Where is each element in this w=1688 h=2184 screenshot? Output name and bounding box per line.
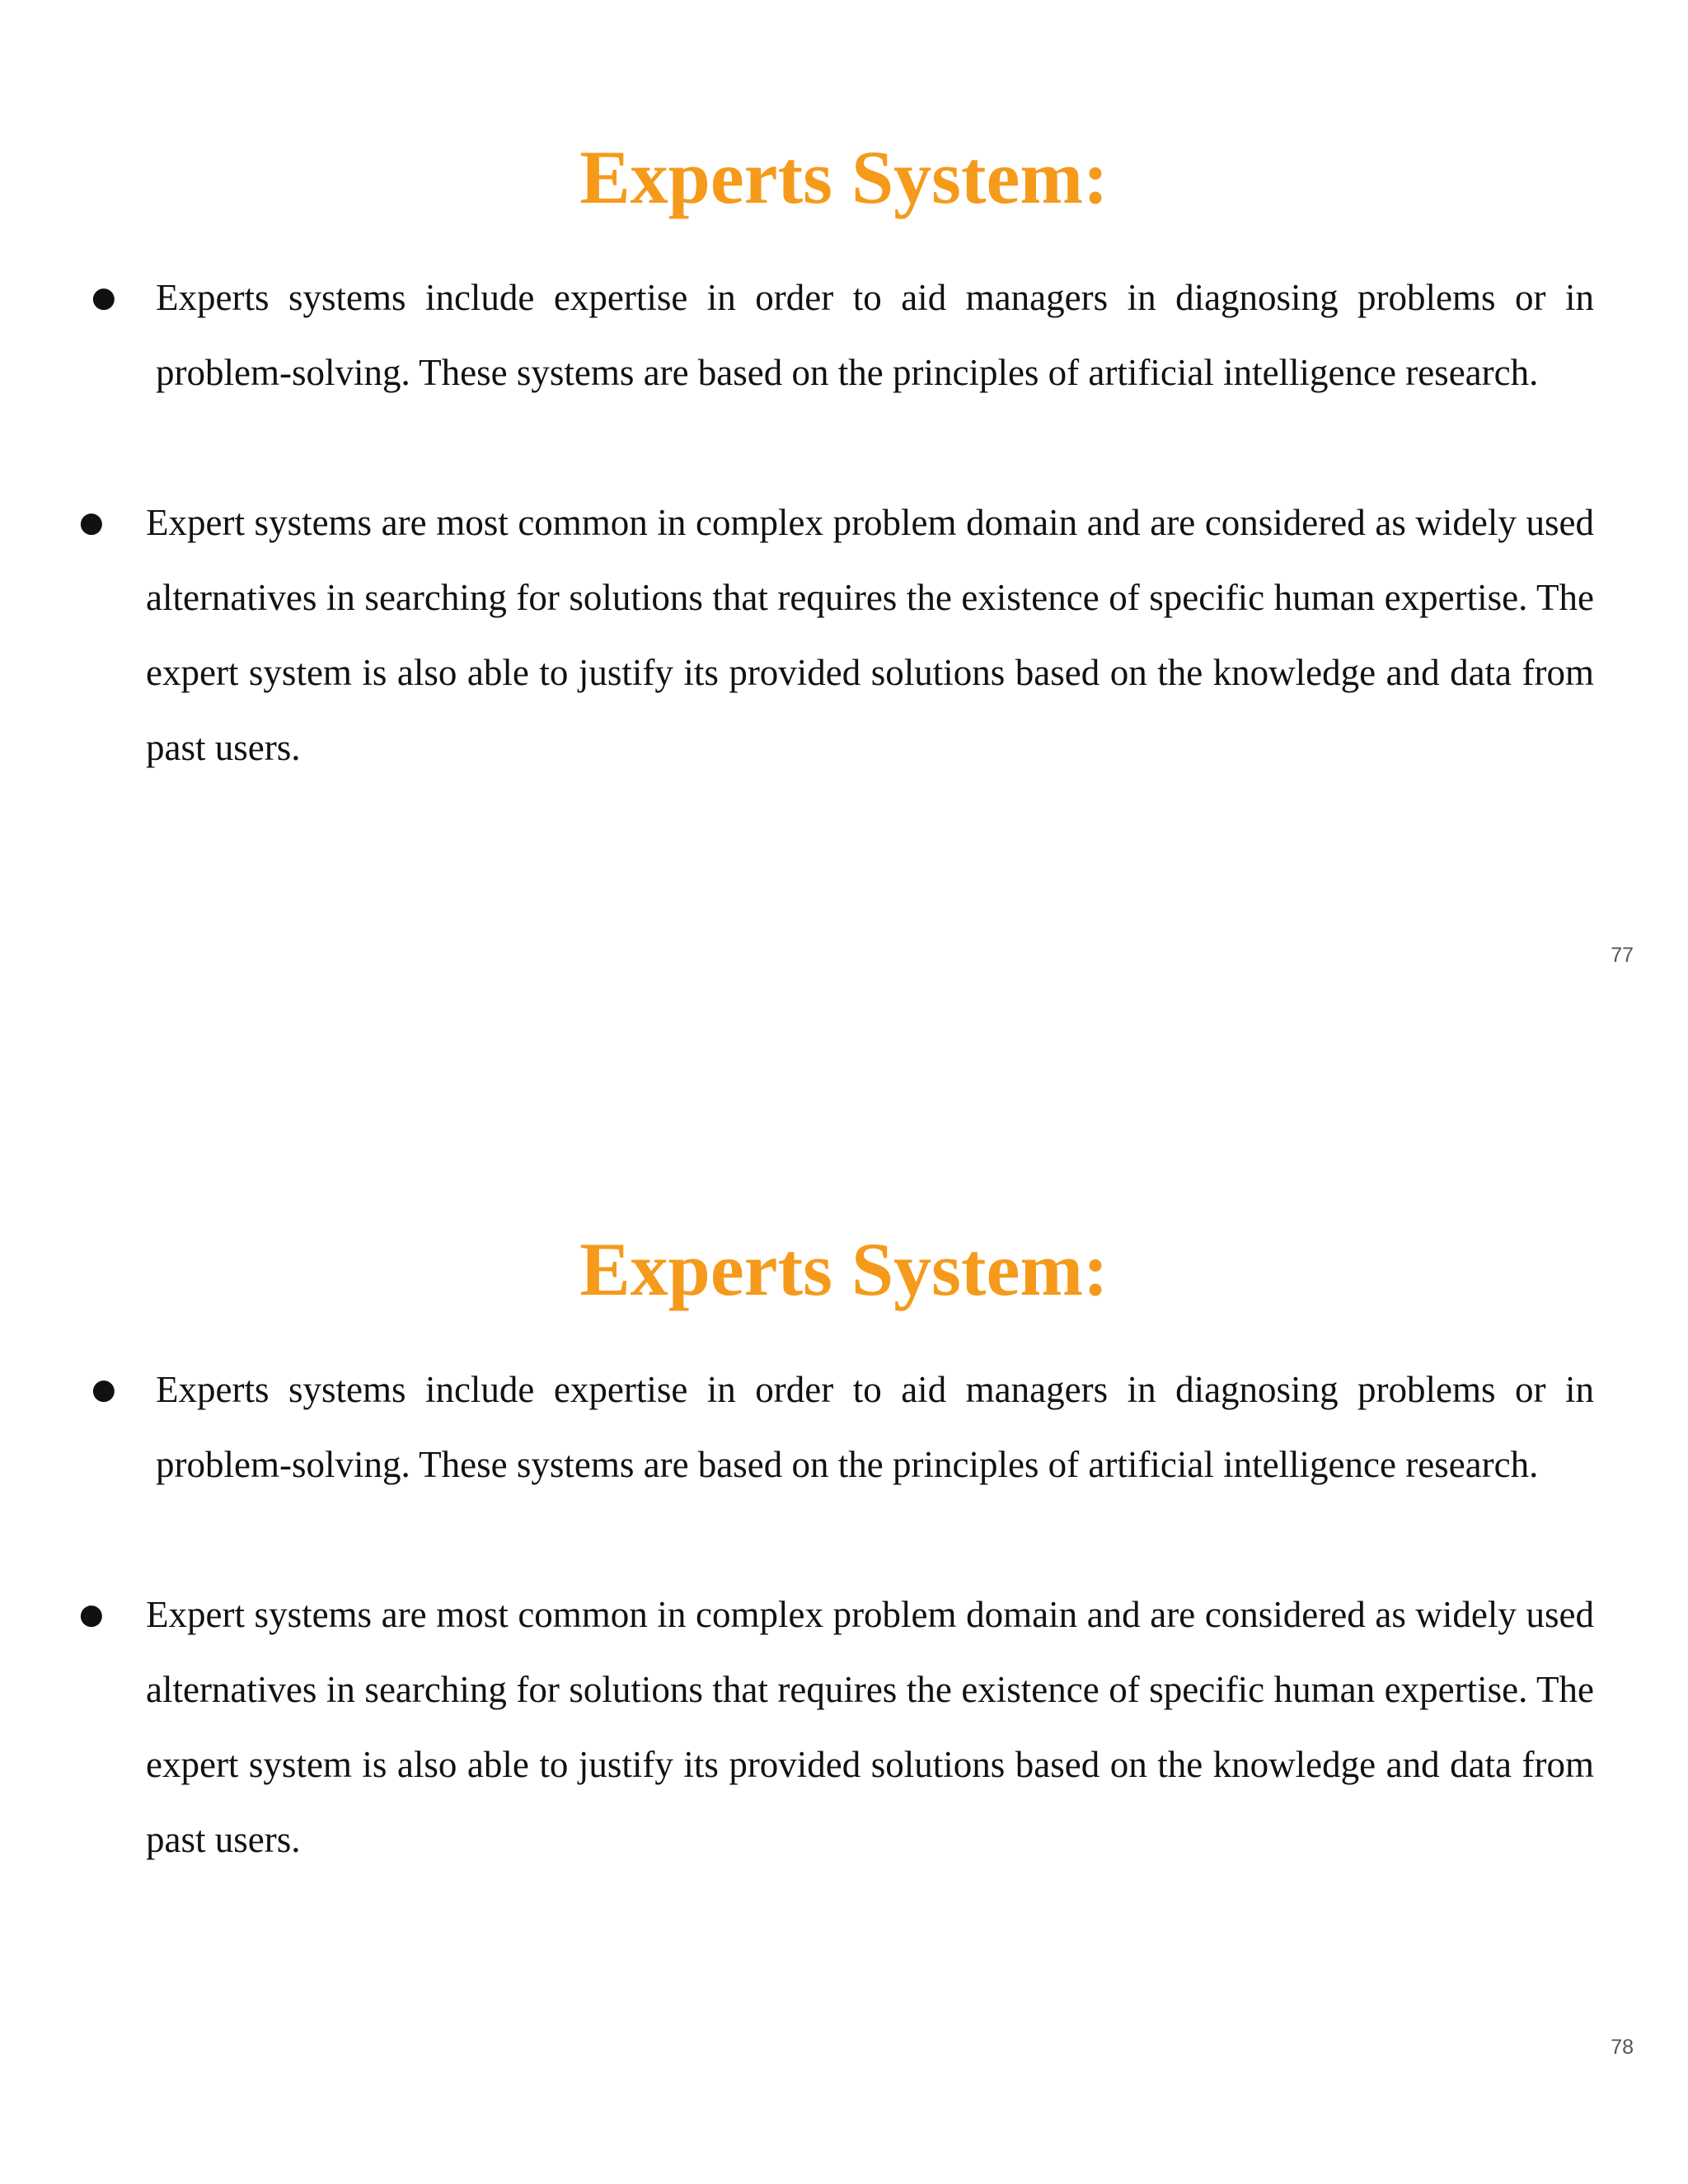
bullet-dot-icon: ●	[91, 1373, 116, 1406]
bullet-text: Experts systems include expertise in order to aid managers in diagnosing problems or in problem-solving. These systems are based on the principles of artificial intelligence research.	[156, 1369, 1594, 1485]
document-page-78	[0, 1092, 1688, 2184]
bullet-text: Experts systems include expertise in order to aid managers in diagnosing problems or in problem-solving. These systems are based on the principles of artificial intelligence research.	[156, 277, 1594, 393]
bullet-dot-icon: ●	[79, 1598, 104, 1631]
page-number: 77	[1611, 944, 1634, 967]
page-number: 78	[1611, 2036, 1634, 2059]
page-title: Experts System:	[579, 135, 1109, 219]
bullet-dot-icon: ●	[91, 281, 116, 314]
bullet-text: Expert systems are most common in complex problem domain and are considered as widely used alternatives in searching for solutions that requires the existence of specific human expertise. The expert system is also able to justify its provided solutions based on the knowledge and data from past users.	[146, 1594, 1594, 1860]
bullet-item	[91, 1352, 1594, 1502]
bullet-dot-icon: ●	[79, 506, 104, 539]
bullet-item	[91, 260, 1594, 410]
page-title: Experts System:	[579, 1227, 1109, 1311]
bullet-item	[79, 485, 1594, 785]
bullet-text: Expert systems are most common in complex problem domain and are considered as widely used alternatives in searching for solutions that requires the existence of specific human expertise. The expert system is also able to justify its provided solutions based on the knowledge and data from past users.	[146, 502, 1594, 768]
bullet-item	[79, 1577, 1594, 1877]
